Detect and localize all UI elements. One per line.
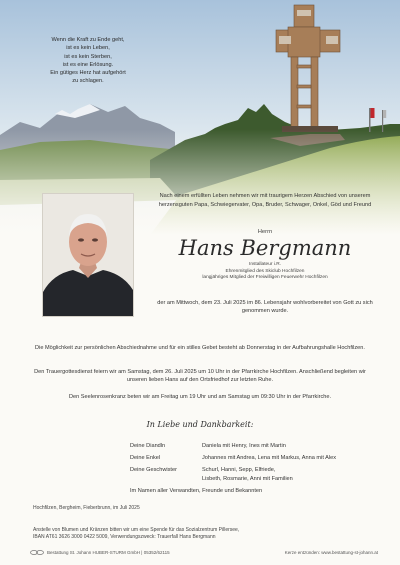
funeral-info: Den Trauergottesdienst feiern wir am Samstag, dem 26. Juli 2025 um 10 Uhr in der Pfarrkirche Hochfilzen. Anschließend begleiten wir unseren lieben Hans auf den Ortsfriedhof zur letzten Ruhe. (34, 369, 366, 383)
intro-text: Nach einem erfüllten Leben nehmen wir mit traurigem Herzen Abschied von unserem herzensguten Papa, Schwiegervater, Opa, Bruder, Schwager, Onkel, Göd und Freund (158, 193, 372, 208)
poem-line: Wenn die Kraft zu Ende geht, (51, 37, 125, 43)
family-members: Lisbeth, Rosmarie, Anni mit Familien (202, 476, 293, 482)
footer-left (30, 550, 170, 555)
family-label: Deine Diandln (130, 443, 166, 449)
poem-line: ist es kein Sterben, (64, 53, 112, 60)
family-members: Daniela mit Henry, Ines mit Martin (202, 443, 286, 449)
title-line: langjähriges Mitglied der Freiwilligen Feuerwehr Hochfilzen (202, 275, 328, 281)
viewing-info: Die Möglichkeit zur persönlichen Abschiednahme und für ein stilles Gebet besteht ab Donnerstag in der Aufbahrungshalle Hochfilzen. (35, 345, 365, 351)
relatives-line: Im Namen aller Verwandten, Freunde und Bekannten (130, 488, 263, 494)
footer (30, 548, 378, 558)
poem-line: ist es kein Leben, (66, 45, 110, 52)
family-members: Schurl, Hanni, Sepp, Elfriede, (202, 467, 276, 473)
donation-notice (33, 527, 373, 541)
poem-line: Ein gütiges Herz hat aufgehört (50, 70, 126, 77)
funeral-home-info: Bestattung St. Johann HUBER-STURM GmbH | 05352/62115 (47, 550, 170, 555)
portrait-photo (42, 193, 134, 317)
family-label: Deine Enkel (130, 455, 161, 461)
poem-line: zu schlagen. (72, 78, 104, 85)
deceased-name: Hans Bergmann (178, 236, 352, 260)
poem (38, 36, 138, 86)
title-line: Installateur i.R. (249, 262, 281, 267)
donation-line: Anstelle von Blumen und Kränzen bitten wir um eine Spende für das Sozialzentrum Pillersee, (33, 527, 240, 533)
gratitude-heading: In Liebe und Dankbarkeit: (146, 420, 254, 429)
title-line: Ehrenmitglied des Skiclub Hochfilzen (225, 268, 305, 274)
titles (148, 262, 382, 282)
family-list (130, 442, 390, 502)
family-members: Johannes mit Andrea, Lena mit Markus, Anna mit Alex (202, 455, 337, 461)
funeral-home-logo-icon (30, 550, 44, 555)
rosary-info: Den Seelenrosenkranz beten wir am Freitag um 19 Uhr und am Samstag um 09:30 Uhr in der Pfarrkirche. (68, 394, 332, 400)
death-notice: der am Mittwoch, dem 23. Juli 2025 im 86. Lebensjahr wohlvorbereitet von Gott zu sich genommen wurde. (157, 300, 373, 315)
candle-link[interactable]: Kerze entzünden: www.bestattung-st-johann.at (284, 550, 378, 555)
salutation: Herrn (257, 229, 273, 235)
poem-line: ist es eine Erlösung. (62, 61, 114, 68)
family-label: Deine Geschwister (130, 467, 177, 473)
place-date: Hochfilzen, Bergheim, Fieberbrunn, im Juli 2025 (33, 505, 140, 511)
donation-line: IBAN AT61 3626 3000 0422 5009, Verwendungszweck: Trauerfall Hans Bergmann (33, 534, 216, 541)
